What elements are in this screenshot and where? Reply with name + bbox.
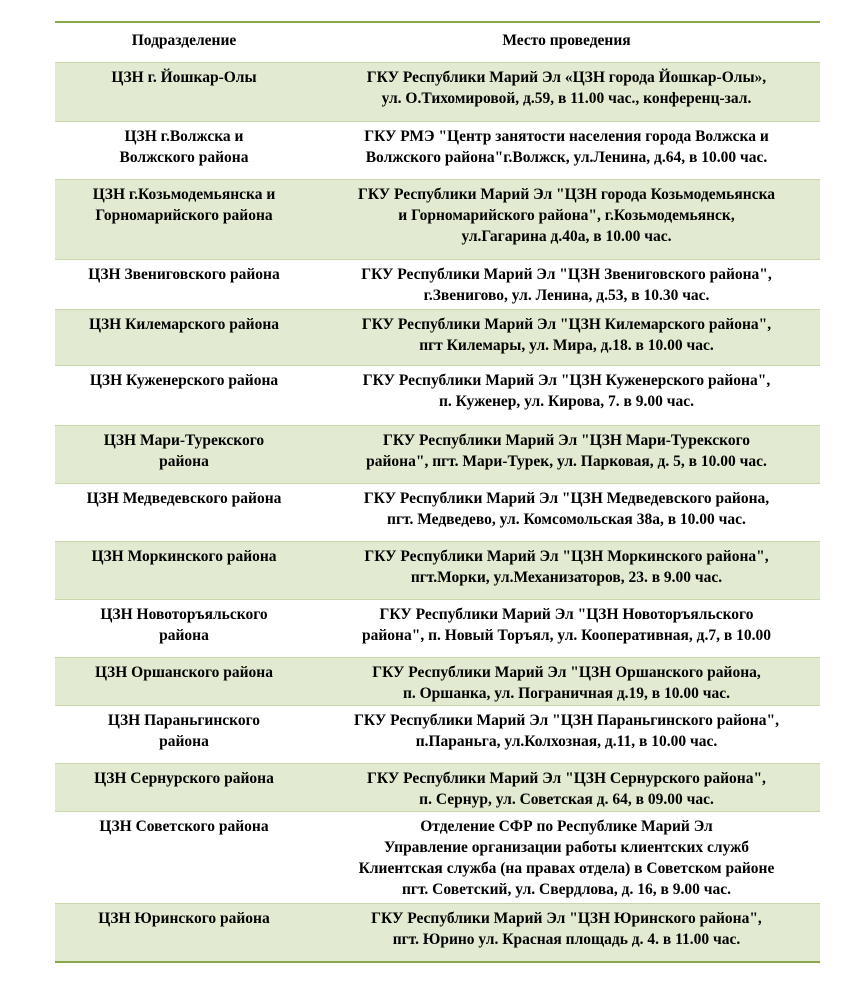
table-row [55, 903, 820, 961]
row-location: ГКУ Республики Марий Эл "ЦЗН Новоторъяльского района", п. Новый Торъял, ул. Кооперативная, д.7, в 10.00 [362, 606, 771, 644]
table-row [55, 657, 820, 705]
row-location: ГКУ Республики Марий Эл "ЦЗН Моркинского района", пгт.Морки, ул.Механизаторов, 23. в 9.00 час. [364, 548, 769, 586]
table-row [55, 811, 820, 903]
bottom-rule [55, 961, 820, 963]
row-location: ГКУ Республики Марий Эл "ЦЗН Мари-Турекского района", пгт. Мари-Турек, ул. Парковая, д. 5, в 10.00 час. [366, 432, 767, 470]
row-location: ГКУ Республики Марий Эл "ЦЗН Оршанского района, п. Оршанка, ул. Пограничная д.19, в 10.00 час. [372, 664, 761, 702]
row-department: ЦЗН г.Волжска и Волжского района [119, 128, 249, 166]
table-row [55, 309, 820, 365]
row-location: ГКУ Республики Марий Эл "ЦЗН Куженерского района", п. Куженер, ул. Кирова, 7. в 9.00 час. [362, 372, 771, 410]
row-department: ЦЗН Советского района [99, 818, 269, 835]
table-row [55, 541, 820, 599]
row-location: ГКУ Республики Марий Эл "ЦЗН города Козьмодемьянска и Горномарийского района", г.Козьмодемьянск, ул.Гагарина д.40а, в 10.00 час. [357, 186, 776, 245]
row-department: ЦЗН Медведевского района [86, 490, 282, 507]
row-location: ГКУ Республики Марий Эл «ЦЗН города Йошкар-Олы», ул. О.Тихомировой, д.59, в 11.00 час., конференц-зал. [366, 69, 767, 107]
row-department: ЦЗН г. Йошкар-Олы [111, 69, 257, 86]
row-department: ЦЗН Сернурского района [94, 770, 274, 787]
table-row [55, 259, 820, 309]
table-row [55, 599, 820, 657]
row-department: ЦЗН Килемарского района [88, 316, 280, 333]
row-department: ЦЗН Оршанского района [95, 664, 273, 681]
row-location: ГКУ РМЭ "Центр занятости населения города Волжска и Волжского района"г.Волжск, ул.Ленина, д.64, в 10.00 час. [364, 128, 769, 166]
table-header [55, 23, 820, 62]
table-row [55, 763, 820, 811]
row-department: ЦЗН Звениговского района [88, 266, 280, 283]
row-department: ЦЗН г.Козьмодемьянска и Горномарийского района [92, 186, 276, 224]
table-row [55, 365, 820, 425]
row-location: Отделение СФР по Республике Марий Эл Управление организации работы клиентских служб Клиентская служба (на правах отдела) в Советском районе пгт. Советский, ул. Свердлова, д. 16, в 9.00 час. [358, 818, 775, 898]
row-department: ЦЗН Новоторъяльского района [100, 606, 268, 644]
row-department: ЦЗН Мари-Турекского района [103, 432, 265, 470]
row-location: ГКУ Республики Марий Эл "ЦЗН Юринского района", пгт. Юрино ул. Красная площадь д. 4. в 11.00 час. [371, 910, 762, 948]
table-row [55, 483, 820, 541]
row-department: ЦЗН Параньгинского района [107, 712, 261, 750]
table-row [55, 425, 820, 483]
table-row [55, 121, 820, 179]
table-row [55, 62, 820, 121]
row-location: ГКУ Республики Марий Эл "ЦЗН Килемарского района", пгт Килемары, ул. Мира, д.18. в 10.00 час. [361, 316, 772, 354]
row-department: ЦЗН Куженерского района [89, 372, 279, 389]
row-location: ГКУ Республики Марий Эл "ЦЗН Параньгинского района", п.Параньга, ул.Колхозная, д.11, в 10.00 час. [354, 712, 779, 750]
header-department: Подразделение [131, 32, 237, 49]
header-location: Место проведения [502, 32, 631, 49]
row-location: ГКУ Республики Марий Эл "ЦЗН Сернурского района", п. Сернур, ул. Советская д. 64, в 09.00 час. [367, 770, 766, 808]
row-department: ЦЗН Моркинского района [91, 548, 277, 565]
row-department: ЦЗН Юринского района [98, 910, 270, 927]
table-row [55, 179, 820, 259]
row-location: ГКУ Республики Марий Эл "ЦЗН Звениговского района", г.Звенигово, ул. Ленина, д.53, в 10.30 час. [361, 266, 772, 304]
schedule-table [55, 21, 820, 963]
row-location: ГКУ Республики Марий Эл "ЦЗН Медведевского района, пгт. Медведево, ул. Комсомольская 38а, в 10.00 час. [363, 490, 770, 528]
table-row [55, 705, 820, 763]
